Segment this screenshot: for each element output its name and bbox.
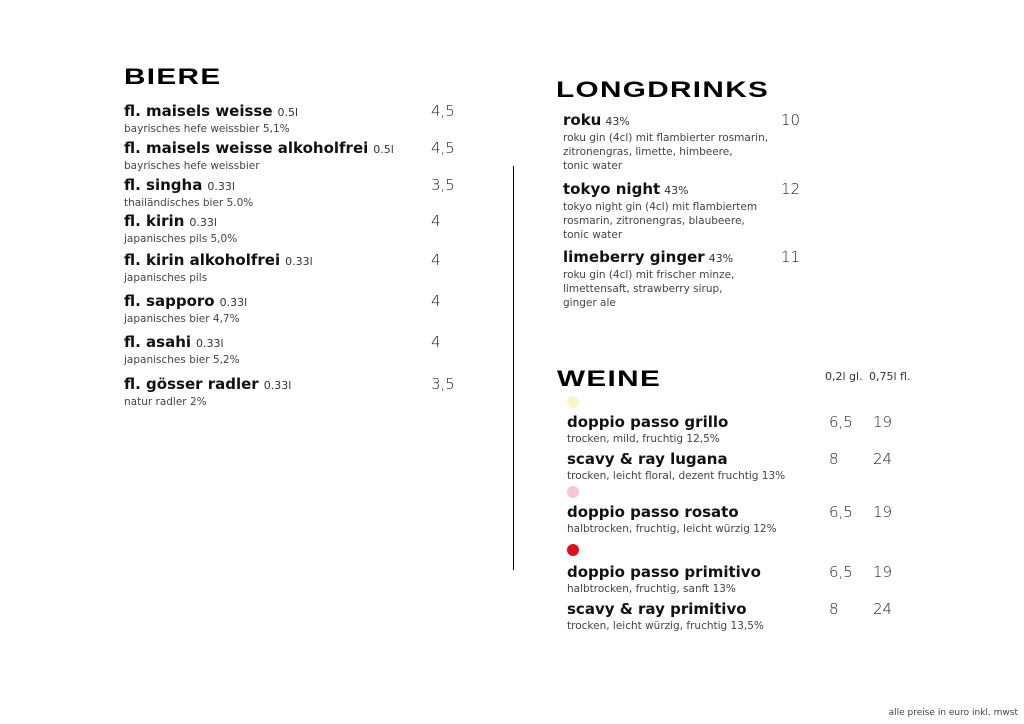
longdrink-name: roku <box>563 111 602 129</box>
beer-description: bayrisches hefe weissbier <box>124 160 260 172</box>
column-divider <box>513 166 514 570</box>
beer-name: fl. kirin alkoholfrei <box>124 251 281 269</box>
wine-description: halbtrocken, fruchtig, leicht würzig 12% <box>567 523 777 535</box>
beer-item-kirin <box>124 212 237 246</box>
wine-bottle-price: 24 <box>873 600 893 618</box>
beer-item-kirin-alkoholfrei <box>124 251 313 285</box>
beer-description: japanisches bier 4,7% <box>124 313 240 325</box>
longdrink-desc-line: tonic water <box>563 229 623 241</box>
wine-name: doppio passo grillo <box>567 413 729 431</box>
beer-volume: 0.33l <box>285 255 313 268</box>
longdrink-desc-line: ginger ale <box>563 297 616 309</box>
longdrink-abv: 43% <box>708 252 734 265</box>
wine-item-grillo <box>567 413 728 446</box>
longdrink-name: tokyo night <box>563 180 661 198</box>
beer-name: fl. sapporo <box>124 292 215 310</box>
beer-volume: 0.33l <box>263 379 292 392</box>
beer-volume: 0.33l <box>189 216 217 229</box>
wine-col-bottle-header: 0,75l fl. <box>869 370 911 383</box>
longdrink-abv: 43% <box>605 115 630 128</box>
beer-description: natur radler 2% <box>124 396 207 408</box>
longdrink-item-roku <box>563 111 768 173</box>
wine-item-rosato <box>567 503 777 536</box>
longdrink-desc-line: roku gin (4cl) mit flambierter rosmarin, <box>563 132 769 144</box>
beer-price: 4 <box>431 251 441 269</box>
wine-glass-price: 6,5 <box>829 413 853 431</box>
wine-name: scavy & ray lugana <box>567 450 728 468</box>
beer-item-maisels-weisse <box>124 102 298 136</box>
wine-description: trocken, leicht würzig, fruchtig 13,5% <box>567 620 764 632</box>
beer-item-maisels-alkoholfrei <box>124 139 394 173</box>
wine-item-lugana <box>567 450 785 483</box>
beer-name: fl. maisels weisse alkoholfrei <box>124 139 369 157</box>
beer-price: 4,5 <box>431 139 455 157</box>
longdrinks-heading: LONGDRINKS <box>556 77 770 102</box>
biere-heading: BIERE <box>124 64 222 89</box>
beer-item-sapporo <box>124 292 247 326</box>
white-wine-dot <box>567 396 579 408</box>
beer-description: thailändisches bier 5.0% <box>124 197 254 209</box>
beer-item-asahi <box>124 333 240 367</box>
wine-bottle-price: 24 <box>873 450 893 468</box>
longdrink-desc-line: tokyo night gin (4cl) mit flambiertem <box>563 201 758 213</box>
wine-glass-price: 6,5 <box>829 503 853 521</box>
beer-item-goesser-radler <box>124 375 291 409</box>
wine-description: trocken, leicht floral, dezent fruchtig 13% <box>567 470 786 482</box>
longdrink-item-tokyo-night <box>563 180 757 242</box>
wine-glass-price: 8 <box>829 600 839 618</box>
longdrink-item-limeberry-ginger <box>563 248 734 310</box>
weine-heading: WEINE <box>557 366 662 391</box>
beer-volume: 0.5l <box>373 143 394 156</box>
beer-description: japanisches bier 5,2% <box>124 354 240 366</box>
beer-name: fl. maisels weisse <box>124 102 273 120</box>
beer-name: fl. kirin <box>124 212 185 230</box>
wine-item-scavy-primitivo <box>567 600 764 633</box>
longdrink-desc-line: tonic water <box>563 160 623 172</box>
longdrink-abv: 43% <box>664 184 689 197</box>
longdrink-price: 12 <box>781 180 801 198</box>
wine-glass-price: 8 <box>829 450 839 468</box>
price-footnote: alle preise in euro inkl. mwst <box>888 708 1018 718</box>
beer-volume: 0.5l <box>277 106 299 119</box>
wine-item-primitivo <box>567 563 761 596</box>
wine-name: scavy & ray primitivo <box>567 600 747 618</box>
longdrink-price: 11 <box>781 248 801 266</box>
wine-glass-price: 6,5 <box>829 563 853 581</box>
beer-name: fl. asahi <box>124 333 192 351</box>
beer-volume: 0.33l <box>207 180 235 193</box>
longdrink-desc-line: rosmarin, zitronengras, blaubeere, <box>563 215 745 227</box>
beer-price: 4 <box>431 333 441 351</box>
wine-col-glass-header: 0,2l gl. <box>825 370 863 383</box>
beer-name: fl. singha <box>124 176 203 194</box>
wine-description: trocken, mild, fruchtig 12,5% <box>567 433 720 445</box>
wine-bottle-price: 19 <box>873 563 893 581</box>
wine-name: doppio passo rosato <box>567 503 739 521</box>
beer-price: 4,5 <box>431 102 455 120</box>
wine-bottle-price: 19 <box>873 413 893 431</box>
longdrink-desc-line: roku gin (4cl) mit frischer minze, <box>563 269 735 281</box>
beer-price: 4 <box>431 212 441 230</box>
beer-name: fl. gösser radler <box>124 375 259 393</box>
beer-volume: 0.33l <box>196 337 224 350</box>
wine-name: doppio passo primitivo <box>567 563 761 581</box>
beer-price: 3,5 <box>431 176 455 194</box>
rose-wine-dot <box>567 486 579 498</box>
beer-description: japanisches pils <box>124 272 208 284</box>
beer-volume: 0.33l <box>219 296 248 309</box>
wine-description: halbtrocken, fruchtig, sanft 13% <box>567 583 736 595</box>
longdrink-desc-line: zitronengras, limette, himbeere, <box>563 146 733 158</box>
beer-item-singha <box>124 176 253 210</box>
red-wine-dot <box>567 544 579 556</box>
beer-description: bayrisches hefe weissbier 5,1% <box>124 123 290 135</box>
longdrink-name: limeberry ginger <box>563 248 705 266</box>
beer-price: 3,5 <box>431 375 455 393</box>
longdrink-desc-line: limettensaft, strawberry sirup, <box>563 283 723 295</box>
beer-description: japanisches pils 5,0% <box>124 233 238 245</box>
longdrink-price: 10 <box>781 111 801 129</box>
wine-bottle-price: 19 <box>873 503 893 521</box>
beer-price: 4 <box>431 292 441 310</box>
